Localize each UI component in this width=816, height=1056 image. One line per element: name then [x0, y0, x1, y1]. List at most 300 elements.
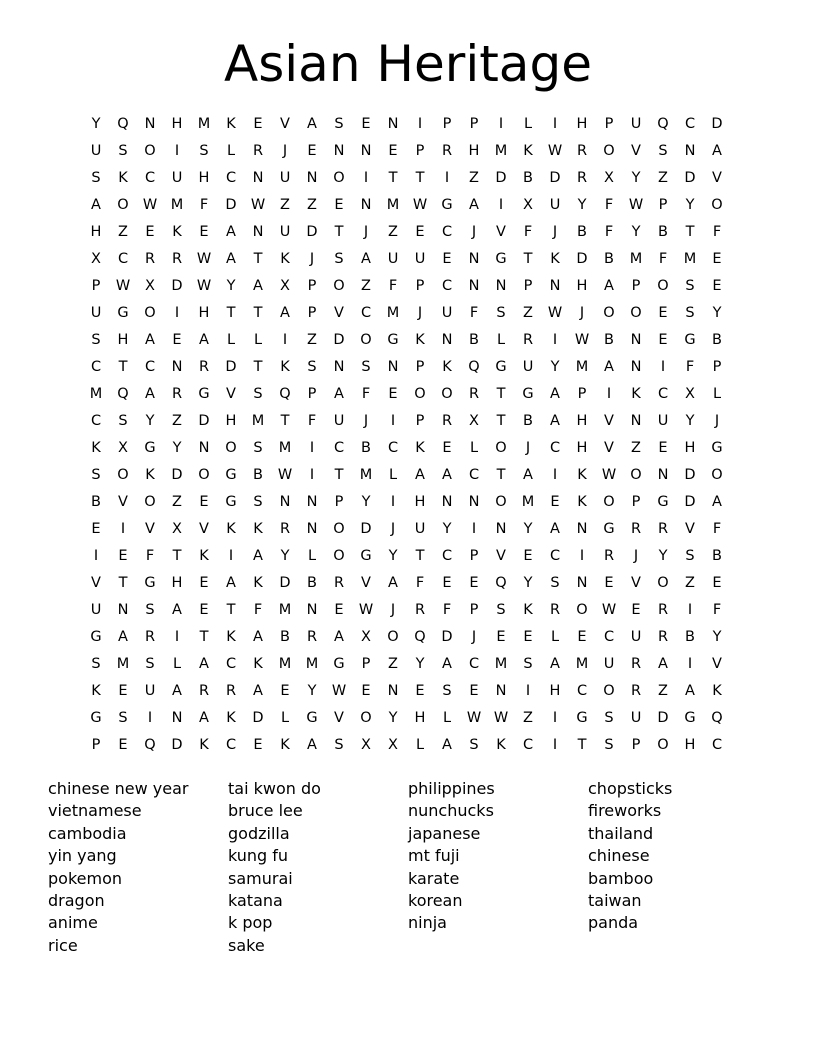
grid-letter: J — [363, 413, 369, 429]
grid-letter: R — [468, 386, 480, 402]
grid-letter: L — [523, 116, 533, 132]
grid-letter: Q — [144, 737, 156, 753]
grid-letter: L — [226, 143, 236, 159]
grid-letter: C — [468, 467, 480, 483]
grid-letter: S — [334, 116, 344, 132]
grid-letter: E — [280, 683, 290, 699]
word-list-item: godzilla — [228, 823, 290, 843]
grid-letter: N — [306, 602, 318, 618]
grid-letter: Q — [414, 629, 426, 645]
grid-letter: O — [711, 467, 723, 483]
grid-letter: P — [604, 116, 614, 132]
grid-letter: B — [604, 332, 614, 348]
grid-letter: O — [414, 386, 426, 402]
grid-letter: F — [253, 602, 263, 618]
grid-letter: O — [144, 143, 156, 159]
grid-letter: T — [334, 224, 344, 240]
grid-letter: C — [90, 413, 102, 429]
grid-letter: Z — [280, 197, 290, 213]
word-list-item: vietnamese — [48, 801, 142, 821]
grid-letter: P — [631, 737, 641, 753]
grid-letter: U — [414, 251, 426, 267]
grid-letter: N — [171, 710, 183, 726]
grid-letter: F — [361, 386, 371, 402]
grid-letter: D — [441, 629, 453, 645]
grid-letter: N — [630, 359, 642, 375]
grid-letter: K — [253, 521, 263, 537]
grid-letter: K — [496, 737, 506, 753]
grid-letter: G — [90, 710, 102, 726]
grid-letter: P — [307, 278, 317, 294]
word-column-1 — [48, 778, 228, 957]
grid-letter: T — [118, 575, 128, 591]
grid-letter: A — [604, 359, 614, 375]
grid-letter: O — [603, 143, 615, 159]
grid-letter: I — [444, 170, 450, 186]
grid-letter: Z — [361, 278, 371, 294]
grid-letter: Z — [307, 197, 317, 213]
grid-letter: J — [525, 440, 531, 456]
word-list-item: karate — [408, 868, 460, 888]
grid-letter: R — [171, 386, 183, 402]
grid-letter: P — [307, 386, 317, 402]
grid-letter: F — [658, 251, 668, 267]
grid-letter: W — [493, 710, 509, 726]
grid-letter: N — [495, 683, 507, 699]
grid-letter: A — [172, 683, 182, 699]
grid-letter: N — [468, 494, 480, 510]
grid-letter: A — [523, 467, 533, 483]
grid-letter: C — [387, 440, 399, 456]
grid-letter: F — [469, 305, 479, 321]
grid-letter: C — [684, 116, 696, 132]
grid-letter: T — [199, 629, 209, 645]
grid-letter: E — [523, 548, 533, 564]
grid-letter: W — [601, 602, 617, 618]
grid-letter: C — [549, 548, 561, 564]
grid-letter: F — [712, 602, 722, 618]
word-list-item: taiwan — [588, 891, 642, 911]
grid-letter: V — [631, 575, 641, 591]
grid-letter: K — [712, 683, 722, 699]
grid-letter: D — [333, 332, 345, 348]
grid-letter: T — [226, 305, 236, 321]
grid-letter: S — [145, 602, 155, 618]
grid-letter: Z — [523, 305, 533, 321]
grid-letter: F — [307, 413, 317, 429]
grid-letter: T — [415, 548, 425, 564]
grid-letter: A — [172, 602, 182, 618]
grid-letter: S — [91, 467, 101, 483]
grid-letter: G — [90, 629, 102, 645]
grid-letter: K — [442, 359, 452, 375]
grid-letter: P — [442, 116, 452, 132]
grid-letter: E — [199, 575, 209, 591]
grid-letter: Q — [117, 116, 129, 132]
grid-letter: A — [550, 656, 560, 672]
grid-letter: V — [226, 386, 236, 402]
word-list-item: pokemon — [48, 868, 122, 888]
grid-letter: X — [172, 521, 182, 537]
word-list-item: fireworks — [588, 801, 662, 821]
grid-letter: A — [685, 683, 695, 699]
grid-letter: F — [388, 278, 398, 294]
grid-letter: P — [712, 359, 722, 375]
grid-letter: E — [415, 224, 425, 240]
grid-letter: O — [333, 170, 345, 186]
grid-letter: M — [278, 602, 292, 618]
grid-letter: D — [360, 521, 372, 537]
grid-letter: C — [90, 359, 102, 375]
grid-letter: O — [144, 305, 156, 321]
grid-letter: Z — [388, 224, 398, 240]
grid-letter: Y — [631, 224, 641, 240]
grid-letter: W — [196, 251, 212, 267]
grid-letter: C — [333, 440, 345, 456]
grid-letter: G — [684, 332, 696, 348]
word-list-item: chopsticks — [588, 779, 673, 798]
grid-letter: E — [199, 224, 209, 240]
grid-letter: J — [714, 413, 720, 429]
grid-letter: D — [306, 224, 318, 240]
grid-letter: S — [91, 332, 101, 348]
grid-letter: E — [442, 440, 452, 456]
grid-letter: S — [199, 143, 209, 159]
grid-letter: V — [496, 548, 506, 564]
grid-letter: D — [657, 710, 669, 726]
grid-letter: N — [576, 575, 588, 591]
grid-letter: B — [91, 494, 101, 510]
grid-letter: I — [687, 602, 693, 618]
grid-letter: D — [171, 467, 183, 483]
grid-letter: W — [547, 305, 563, 321]
grid-letter: C — [144, 170, 156, 186]
grid-letter: R — [630, 683, 642, 699]
grid-letter: O — [198, 467, 210, 483]
grid-letter: C — [225, 656, 237, 672]
grid-letter: A — [226, 251, 236, 267]
grid-letter: I — [174, 305, 180, 321]
grid-letter: R — [522, 332, 534, 348]
grid-letter: B — [523, 170, 533, 186]
grid-letter: B — [685, 629, 695, 645]
grid-letter: M — [116, 656, 130, 672]
grid-letter: K — [172, 224, 182, 240]
grid-letter: A — [199, 710, 209, 726]
grid-letter: V — [604, 440, 614, 456]
grid-letter: E — [469, 683, 479, 699]
grid-letter: J — [282, 143, 288, 159]
grid-letter: V — [118, 494, 128, 510]
grid-letter: R — [630, 521, 642, 537]
grid-letter: E — [388, 143, 398, 159]
grid-letter: P — [631, 494, 641, 510]
grid-letter: L — [280, 710, 290, 726]
grid-letter: Q — [468, 359, 480, 375]
grid-letter: Z — [631, 440, 641, 456]
grid-letter: T — [253, 359, 263, 375]
grid-letter: R — [576, 170, 588, 186]
grid-letter: K — [523, 143, 533, 159]
grid-letter: K — [199, 737, 209, 753]
grid-letter: P — [91, 737, 101, 753]
grid-letter: V — [334, 305, 344, 321]
word-list-item: mt fuji — [408, 846, 460, 866]
grid-letter: N — [495, 278, 507, 294]
grid-letter: B — [658, 224, 668, 240]
grid-letter: N — [360, 197, 372, 213]
word-list-item: japanese — [408, 823, 481, 843]
grid-letter: A — [442, 467, 452, 483]
grid-letter: K — [415, 440, 425, 456]
grid-letter: A — [145, 332, 155, 348]
grid-letter: A — [388, 575, 398, 591]
grid-letter: I — [417, 116, 423, 132]
grid-letter: N — [333, 359, 345, 375]
grid-letter: F — [685, 359, 695, 375]
grid-letter: I — [309, 440, 315, 456]
grid-letter: E — [199, 602, 209, 618]
grid-letter: D — [684, 494, 696, 510]
grid-letter: S — [469, 737, 479, 753]
grid-letter: N — [144, 116, 156, 132]
grid-letter: M — [575, 656, 589, 672]
grid-letter: S — [118, 710, 128, 726]
grid-letter: E — [523, 629, 533, 645]
grid-letter: M — [305, 656, 319, 672]
grid-letter: F — [712, 521, 722, 537]
grid-letter: G — [711, 440, 723, 456]
grid-letter: E — [712, 575, 722, 591]
grid-letter: V — [496, 224, 506, 240]
grid-letter: E — [442, 251, 452, 267]
grid-letter: D — [171, 737, 183, 753]
grid-letter: Y — [442, 521, 452, 537]
grid-letter: U — [387, 251, 399, 267]
grid-letter: J — [552, 224, 558, 240]
grid-letter: C — [549, 440, 561, 456]
grid-letter: E — [91, 521, 101, 537]
word-list-item: k pop — [228, 913, 273, 933]
grid-letter: P — [469, 116, 479, 132]
grid-letter: I — [498, 197, 504, 213]
grid-letter: K — [226, 521, 236, 537]
grid-letter: K — [631, 386, 641, 402]
grid-letter: R — [603, 548, 615, 564]
grid-letter: T — [280, 413, 290, 429]
grid-letter: I — [363, 170, 369, 186]
grid-letter: I — [525, 683, 531, 699]
grid-letter: K — [226, 710, 236, 726]
grid-letter: N — [630, 413, 642, 429]
grid-letter: B — [253, 467, 263, 483]
grid-letter: I — [552, 332, 558, 348]
grid-letter: N — [306, 170, 318, 186]
grid-letter: Z — [388, 656, 398, 672]
grid-letter: A — [199, 656, 209, 672]
grid-letter: K — [91, 683, 101, 699]
grid-letter: S — [496, 602, 506, 618]
grid-letter: S — [523, 656, 533, 672]
grid-letter: V — [280, 116, 290, 132]
grid-letter: X — [523, 197, 533, 213]
grid-letter: Y — [307, 683, 317, 699]
grid-letter: D — [684, 467, 696, 483]
grid-letter: I — [174, 143, 180, 159]
grid-letter: P — [334, 494, 344, 510]
grid-letter: F — [442, 602, 452, 618]
grid-letter: I — [660, 359, 666, 375]
grid-letter: E — [118, 683, 128, 699]
grid-letter: Z — [172, 413, 182, 429]
grid-letter: A — [226, 224, 236, 240]
grid-letter: C — [576, 683, 588, 699]
grid-letter: H — [171, 575, 183, 591]
grid-letter: Y — [658, 548, 668, 564]
grid-letter: A — [550, 413, 560, 429]
grid-letter: P — [415, 413, 425, 429]
grid-letter: S — [334, 737, 344, 753]
grid-letter: T — [226, 602, 236, 618]
grid-letter: V — [685, 521, 695, 537]
grid-letter: Z — [172, 494, 182, 510]
grid-letter: U — [144, 683, 156, 699]
grid-letter: B — [712, 332, 722, 348]
word-list-item: thailand — [588, 823, 654, 843]
grid-letter: N — [306, 494, 318, 510]
grid-letter: S — [496, 305, 506, 321]
grid-letter: T — [496, 413, 506, 429]
grid-letter: T — [577, 737, 587, 753]
grid-letter: L — [712, 386, 722, 402]
grid-letter: U — [630, 710, 642, 726]
grid-letter: G — [495, 251, 507, 267]
grid-letter: K — [550, 251, 560, 267]
grid-letter: F — [199, 197, 209, 213]
grid-letter: P — [307, 305, 317, 321]
grid-letter: Z — [523, 710, 533, 726]
grid-letter: G — [225, 494, 237, 510]
grid-letter: N — [630, 332, 642, 348]
grid-letter: M — [386, 305, 400, 321]
grid-letter: L — [415, 737, 425, 753]
grid-letter: E — [388, 386, 398, 402]
grid-letter: K — [280, 737, 290, 753]
grid-letter: N — [360, 143, 372, 159]
grid-letter: G — [495, 359, 507, 375]
grid-letter: A — [334, 629, 344, 645]
grid-letter: T — [253, 251, 263, 267]
grid-letter: B — [577, 224, 587, 240]
grid-letter: U — [657, 413, 669, 429]
grid-letter: O — [144, 494, 156, 510]
grid-letter: X — [91, 251, 101, 267]
grid-letter: L — [172, 656, 182, 672]
grid-letter: I — [390, 494, 396, 510]
grid-letter: T — [685, 224, 695, 240]
grid-letter: A — [361, 251, 371, 267]
grid-letter: J — [390, 521, 396, 537]
word-list-item: bamboo — [588, 868, 654, 888]
grid-letter: R — [279, 521, 291, 537]
grid-letter: I — [174, 629, 180, 645]
grid-letter: V — [604, 413, 614, 429]
grid-letter: E — [172, 332, 182, 348]
grid-letter: D — [279, 575, 291, 591]
grid-letter: L — [442, 710, 452, 726]
grid-letter: M — [575, 359, 589, 375]
grid-letter: N — [306, 521, 318, 537]
grid-letter: S — [604, 710, 614, 726]
grid-letter: I — [687, 656, 693, 672]
grid-letter: K — [91, 440, 101, 456]
grid-letter: R — [306, 629, 318, 645]
grid-letter: E — [199, 494, 209, 510]
grid-letter: S — [334, 251, 344, 267]
grid-letter: Q — [279, 386, 291, 402]
grid-letter: U — [630, 116, 642, 132]
grid-letter: D — [252, 710, 264, 726]
grid-letter: R — [576, 143, 588, 159]
grid-letter: X — [469, 413, 479, 429]
grid-letter: W — [601, 467, 617, 483]
grid-letter: R — [657, 629, 669, 645]
grid-letter: R — [414, 602, 426, 618]
grid-letter: P — [415, 278, 425, 294]
grid-letter: C — [225, 737, 237, 753]
grid-letter: S — [253, 386, 263, 402]
word-list — [0, 778, 816, 978]
grid-letter: A — [334, 386, 344, 402]
grid-letter: T — [118, 359, 128, 375]
grid-letter: N — [279, 494, 291, 510]
grid-letter: X — [685, 386, 695, 402]
grid-letter: I — [471, 521, 477, 537]
grid-letter: D — [495, 170, 507, 186]
grid-letter: V — [334, 710, 344, 726]
grid-letter: R — [144, 629, 156, 645]
grid-letter: H — [198, 170, 210, 186]
grid-letter: K — [118, 170, 128, 186]
grid-letter: P — [361, 656, 371, 672]
grid-letter: L — [469, 440, 479, 456]
grid-letter: A — [712, 494, 722, 510]
grid-letter: A — [253, 629, 263, 645]
grid-letter: X — [145, 278, 155, 294]
grid-letter: X — [280, 278, 290, 294]
grid-letter: W — [115, 278, 131, 294]
grid-letter: L — [388, 467, 398, 483]
grid-letter: Y — [145, 413, 155, 429]
grid-letter: C — [657, 386, 669, 402]
grid-letter: O — [657, 278, 669, 294]
grid-letter: D — [171, 278, 183, 294]
grid-letter: H — [198, 305, 210, 321]
grid-letter: W — [196, 278, 212, 294]
grid-letter: A — [604, 278, 614, 294]
grid-letter: D — [711, 116, 723, 132]
word-list-item: rice — [48, 935, 78, 955]
grid-letter: K — [145, 467, 155, 483]
grid-letter: G — [225, 467, 237, 483]
grid-letter: K — [226, 116, 236, 132]
grid-letter: A — [307, 116, 317, 132]
grid-letter: S — [658, 143, 668, 159]
grid-letter: X — [118, 440, 128, 456]
grid-letter: X — [361, 629, 371, 645]
grid-letter: E — [631, 602, 641, 618]
grid-letter: S — [91, 656, 101, 672]
